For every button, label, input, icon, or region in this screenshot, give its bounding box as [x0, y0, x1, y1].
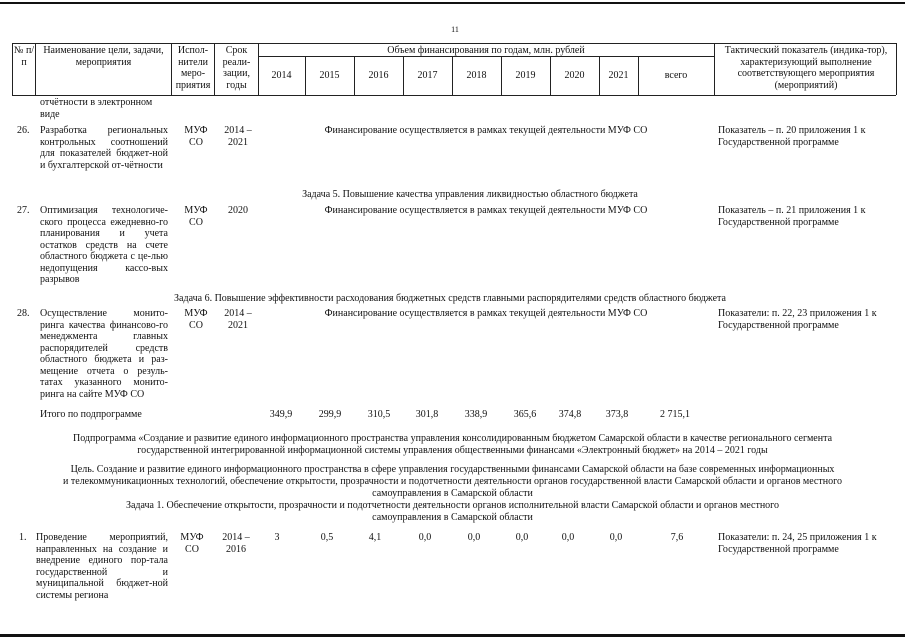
row-name: Разработка региональных контрольных соотношений для показателей бюджет-ной и бухгалтерской от-чётности [40, 125, 168, 171]
row-indicator: Показатель – п. 21 приложения 1 к Государственной программе [718, 205, 866, 228]
row1-2018: 0,0 [467, 532, 481, 543]
continued-text: отчётности в электронном виде [40, 97, 153, 120]
page-bottom-border [0, 634, 905, 637]
header-executors: Испол-нители меро-приятия [175, 45, 211, 91]
row-no: 28. [17, 308, 30, 319]
row-indicator: Показатель – п. 20 приложения 1 к Государственной программе [718, 125, 866, 148]
row1-2021: 0,0 [609, 532, 623, 543]
row-financing: Финансирование осуществляется в рамках текущей деятельности МУФ СО [324, 308, 648, 319]
goal-line3: самоуправления в Самарской области [372, 488, 533, 499]
row-executor: МУФ СО [180, 532, 204, 555]
row-financing: Финансирование осуществляется в рамках текущей деятельности МУФ СО [324, 205, 648, 216]
total-2014: 349,9 [269, 409, 293, 420]
header-year-2015: 2015 [319, 70, 340, 81]
total-2019: 365,6 [513, 409, 537, 420]
row-term: 2020 [228, 205, 248, 216]
header-year-2021: 2021 [608, 70, 629, 81]
header-year-2016: 2016 [368, 70, 389, 81]
row-executor: МУФ СО [184, 308, 208, 331]
total-all: 2 715,1 [660, 409, 690, 420]
row-financing: Финансирование осуществляется в рамках текущей деятельности МУФ СО [324, 125, 648, 136]
row-term: 2014 – 2021 [224, 308, 252, 331]
total-2021: 373,8 [605, 409, 629, 420]
total-2015: 299,9 [318, 409, 342, 420]
goal-line1: Цель. Создание и развитие единого информационного пространства в сфере управления государственными финансами Самарской области на базе современных информационных [70, 464, 835, 475]
header-year-2017: 2017 [417, 70, 438, 81]
row-term: 2014 – 2016 [222, 532, 250, 555]
total-2016: 310,5 [367, 409, 391, 420]
task1-line2: самоуправления в Самарской области [372, 512, 533, 523]
task1-line1: Задача 1. Обеспечение открытости, прозрачности и подотчетности деятельности органов исполнительной власти Самарской области и органов местного [125, 500, 780, 511]
task-heading: Задача 5. Повышение качества управления ликвидностью областного бюджета [302, 189, 638, 200]
row-no: 26. [17, 125, 30, 136]
total-2018: 338,9 [464, 409, 488, 420]
row-indicator: Показатели: п. 22, 23 приложения 1 к Государственной программе [718, 308, 877, 331]
goal-line2: и телекоммуникационных технологий, обеспечение открытости, прозрачности и подотчетности деятельности органов государственной власти Самарской области и органов местного [63, 476, 842, 487]
row1-2019: 0,0 [515, 532, 529, 543]
header-term: Срок реали-зации, годы [222, 45, 251, 91]
subprogram-title-line2: государственной интегрированной информационной системы управления общественными финансами «Электронный бюджет» на 2014 – 2021 годы [137, 445, 768, 456]
header-total: всего [664, 70, 688, 81]
header-name: Наименование цели, задачи, мероприятия [43, 45, 164, 68]
row-name: Осуществление монито-ринга качества финансово-го менеджмента главных распорядителей средств областного бюджета и раз-мещение отчета о резуль-татах указанного монито-ринга на сайте МУФ СО [40, 308, 168, 400]
subprogram-title-line1: Подпрограмма «Создание и развитие единого информационного пространства управления консолидированным бюджетом Самарской области в качестве регионального сегмента [72, 433, 833, 444]
total-label: Итого по подпрограмме [40, 409, 142, 420]
task-heading: Задача 6. Повышение эффективности расходования бюджетных средств главными распорядителями средств областного бюджета [174, 293, 726, 304]
total-2017: 301,8 [415, 409, 439, 420]
row1-2014: 3 [274, 532, 280, 543]
row1-2017: 0,0 [418, 532, 432, 543]
row-no: 27. [17, 205, 30, 216]
row-indicator: Показатели: п. 24, 25 приложения 1 к Государственной программе [718, 532, 877, 555]
page-number: 11 [451, 25, 459, 34]
total-2020: 374,8 [558, 409, 582, 420]
header-indicator: Тактический показатель (индика-тор), характеризующий выполнение соответствующего мероприятия (мероприятий) [724, 45, 888, 91]
header-year-2014: 2014 [271, 70, 292, 81]
row-name: Оптимизация технологиче-ского процесса ежедневно-го планирования и учета остатков средств на счете областного бюджета с це-лью недопущения кассо-вых разрывов [40, 205, 168, 285]
row-no: 1. [19, 532, 27, 543]
header-no: № п/п [13, 45, 35, 68]
row-name: Проведение мероприятий, направленных на создание и внедрение единого пор-тала государственной и муниципальной бюджет-ной системы региона [36, 532, 168, 601]
row1-2016: 4,1 [368, 532, 382, 543]
row1-2020: 0,0 [561, 532, 575, 543]
header-financing: Объем финансирования по годам, млн. рублей [387, 45, 585, 56]
row-term: 2014 – 2021 [224, 125, 252, 148]
row-executor: МУФ СО [184, 125, 208, 148]
row-executor: МУФ СО [184, 205, 208, 228]
header-year-2020: 2020 [564, 70, 585, 81]
page-top-border [0, 2, 905, 4]
row1-2015: 0,5 [320, 532, 334, 543]
row1-total: 7,6 [670, 532, 684, 543]
header-year-2019: 2019 [515, 70, 536, 81]
header-year-2018: 2018 [466, 70, 487, 81]
